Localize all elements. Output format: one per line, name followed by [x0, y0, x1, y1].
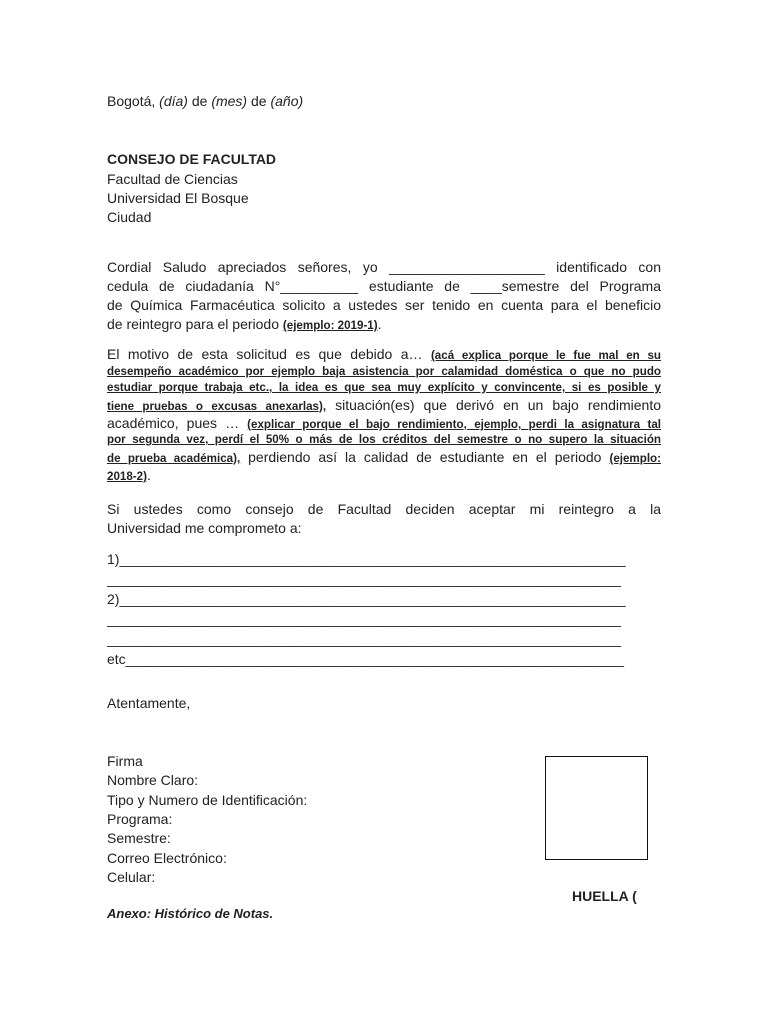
recipient-university: Universidad El Bosque	[107, 190, 249, 206]
period-dot: .	[377, 316, 382, 332]
closing-text: Atentamente,	[107, 695, 191, 711]
reason-note-line-3: estudiar porque trabaja etc., la idea es que sea muy explícito y convincente, si es posible y	[107, 381, 661, 394]
signature-programa: Programa:	[107, 811, 173, 827]
signature-semestre: Semestre:	[107, 830, 171, 846]
fingerprint-label: HUELLA (	[572, 888, 637, 904]
reason-intro: El motivo de esta solicitud es que debido a…	[107, 346, 431, 362]
city-text: Bogotá,	[107, 93, 160, 109]
reason-line-5	[107, 414, 661, 432]
reason-line-1	[107, 345, 661, 364]
annex-note: Anexo: Histórico de Notas.	[107, 906, 274, 921]
reason-situation: situación(es) que derivó en un bajo rendimiento	[326, 397, 661, 413]
loss-period-example-start: (ejemplo:	[609, 452, 661, 465]
commitment-blank-6[interactable]: etc________________________________________________________________	[107, 651, 624, 667]
recipient-title: CONSEJO DE FACULTAD	[107, 151, 277, 167]
commitment-blank-3[interactable]: 2)_________________________________________________________________	[107, 591, 626, 607]
reason-line-4	[107, 396, 661, 414]
commitment-blank-5[interactable]: __________________________________________________________________	[107, 631, 621, 647]
commitment-blank-2[interactable]: __________________________________________________________________	[107, 571, 621, 587]
greeting-line-2: cedula de ciudadanía N°__________ estudiante de ____semestre del Programa	[107, 278, 661, 294]
performance-note-start: (explicar porque el bajo rendimiento, ejemplo, perdi la asignatura tal	[247, 418, 661, 431]
reason-losing: perdiendo así la calidad de estudiante en el periodo	[240, 449, 610, 465]
signature-correo: Correo Electrónico:	[107, 850, 227, 866]
signature-firma: Firma	[107, 753, 143, 769]
reason-note-start: (acá explica porque le fue mal en su	[430, 349, 661, 362]
signature-tipo: Tipo y Numero de Identificación:	[107, 792, 308, 808]
de-text-1: de	[187, 93, 212, 109]
de-text-2: de	[247, 93, 271, 109]
month-placeholder: (mes)	[211, 93, 248, 109]
day-placeholder: (día)	[159, 93, 188, 109]
commitment-line-1: Si ustedes como consejo de Facultad deciden aceptar mi reintegro a la	[107, 501, 661, 517]
commitment-paragraph	[107, 500, 661, 538]
reason-academic: académico, pues …	[107, 415, 248, 431]
signature-nombre: Nombre Claro:	[107, 772, 199, 788]
date-line	[107, 92, 303, 111]
commitment-blank-1[interactable]: 1)_________________________________________________________________	[107, 551, 626, 567]
reason-note-end: tiene pruebas o excusas anexarlas),	[107, 400, 327, 413]
commitment-line-2: Universidad me comprometo a:	[107, 520, 302, 536]
fingerprint-box	[545, 756, 648, 860]
year-placeholder: (año)	[270, 93, 304, 109]
performance-note-line-6: por segunda vez, perdí el 50% o más de los créditos del semestre o no supero la situación	[107, 433, 661, 446]
period-text: de reintegro para el periodo	[107, 316, 283, 332]
reason-paragraph	[107, 345, 661, 484]
reason-note-line-2: desempeño académico por ejemplo baja asistencia por calamidad doméstica o que no pudo	[107, 365, 661, 378]
reason-line-7	[107, 448, 661, 466]
signature-celular: Celular:	[107, 869, 156, 885]
recipient-city: Ciudad	[107, 209, 152, 225]
reason-dot: .	[146, 467, 151, 483]
greeting-line-4	[107, 315, 661, 334]
reason-line-8	[107, 466, 661, 484]
greeting-paragraph	[107, 258, 661, 334]
performance-note-end: de prueba académica),	[107, 452, 241, 465]
period-example: (ejemplo: 2019-1)	[282, 319, 378, 332]
greeting-line-3: de Química Farmacéutica solicito a ustedes ser tenido en cuenta para el beneficio	[107, 297, 661, 313]
greeting-line-1: Cordial Saludo apreciados señores, yo ____________________ identificado con	[107, 259, 661, 275]
recipient-faculty: Facultad de Ciencias	[107, 171, 238, 187]
commitment-blank-4[interactable]: __________________________________________________________________	[107, 611, 621, 627]
commitment-list	[107, 549, 661, 669]
loss-period-example-end: 2018-2)	[107, 470, 147, 483]
